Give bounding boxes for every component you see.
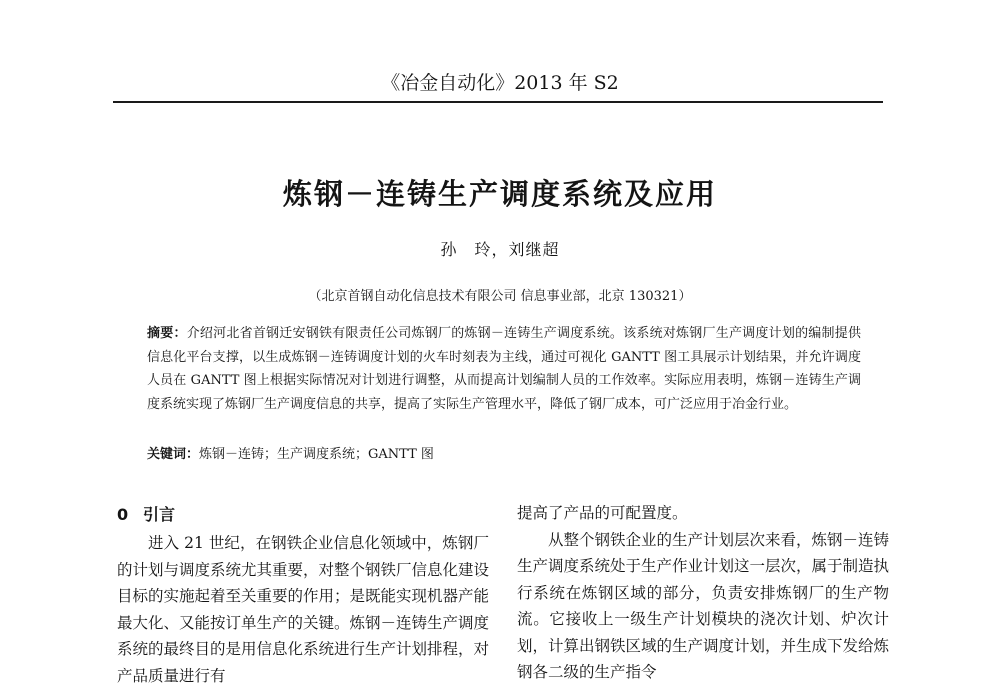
intro-paragraph: 进入 21 世纪，在钢铁企业信息化领域中，炼钢厂的计划与调度系统尤其重要，对整个钢铁厂信息化建设目标的实施起着至关重要的作用；是既能实现机器产能最大化、又能按订单生产的关键。炼钢－连铸生产调度系统的最终目的是用信息化系统进行生产计划排程，对产品质量进行有	[117, 534, 490, 685]
section-heading	[117, 500, 489, 530]
abstract-label: 摘要：	[147, 326, 187, 341]
header-rule	[113, 101, 883, 103]
section-number: 0	[117, 505, 129, 524]
paper-authors: 孙 玲，刘继超	[440, 240, 560, 259]
keywords-label: 关键词：	[147, 447, 200, 462]
abstract-text: 介绍河北省首钢迁安钢铁有限责任公司炼钢厂的炼钢－连铸生产调度系统。该系统对炼钢厂生产调度计划的编制提供信息化平台支撑，以生成炼钢－连铸调度计划的火车时刻表为主线，通过可视化 GANTT 图工具展示计划结果，并允许调度人员在 GANTT 图上根据实际情况对计划进行调整，从而提高计划编制人员的工作效率。实际应用表明，炼钢－连铸生产调度系统实现了炼钢厂生产调度信息的共享，提高了实际生产管理水平，降低了钢厂成本，可广泛应用于冶金行业。	[147, 326, 861, 412]
section-title: 引言	[143, 505, 176, 524]
body-column-right	[517, 500, 889, 686]
continued-text: 提高了产品的可配置度。	[517, 504, 688, 522]
paper-affiliation: （北京首钢自动化信息技术有限公司 信息事业部，北京 130321）	[308, 289, 692, 304]
keywords-text: 炼钢－连铸；生产调度系统；GANTT 图	[199, 447, 434, 462]
keywords	[147, 444, 861, 466]
paper-title: 炼钢－连铸生产调度系统及应用	[282, 177, 717, 211]
abstract	[147, 322, 861, 416]
abstract-paragraph	[147, 322, 861, 416]
planning-paragraph: 从整个钢铁企业的生产计划层次来看，炼钢－连铸生产调度系统处于生产作业计划这一层次，属于制造执行系统在炼钢区域的部分，负责安排炼钢厂的生产物流。它接收上一级生产计划模块的浇次计划、炉次计划，计算出钢铁区域的生产调度计划，并生成下发给炼钢各二级的生产指令	[517, 530, 890, 681]
body-column-left	[117, 500, 489, 689]
journal-header: 《冶金自动化》2013 年 S2	[381, 72, 619, 94]
